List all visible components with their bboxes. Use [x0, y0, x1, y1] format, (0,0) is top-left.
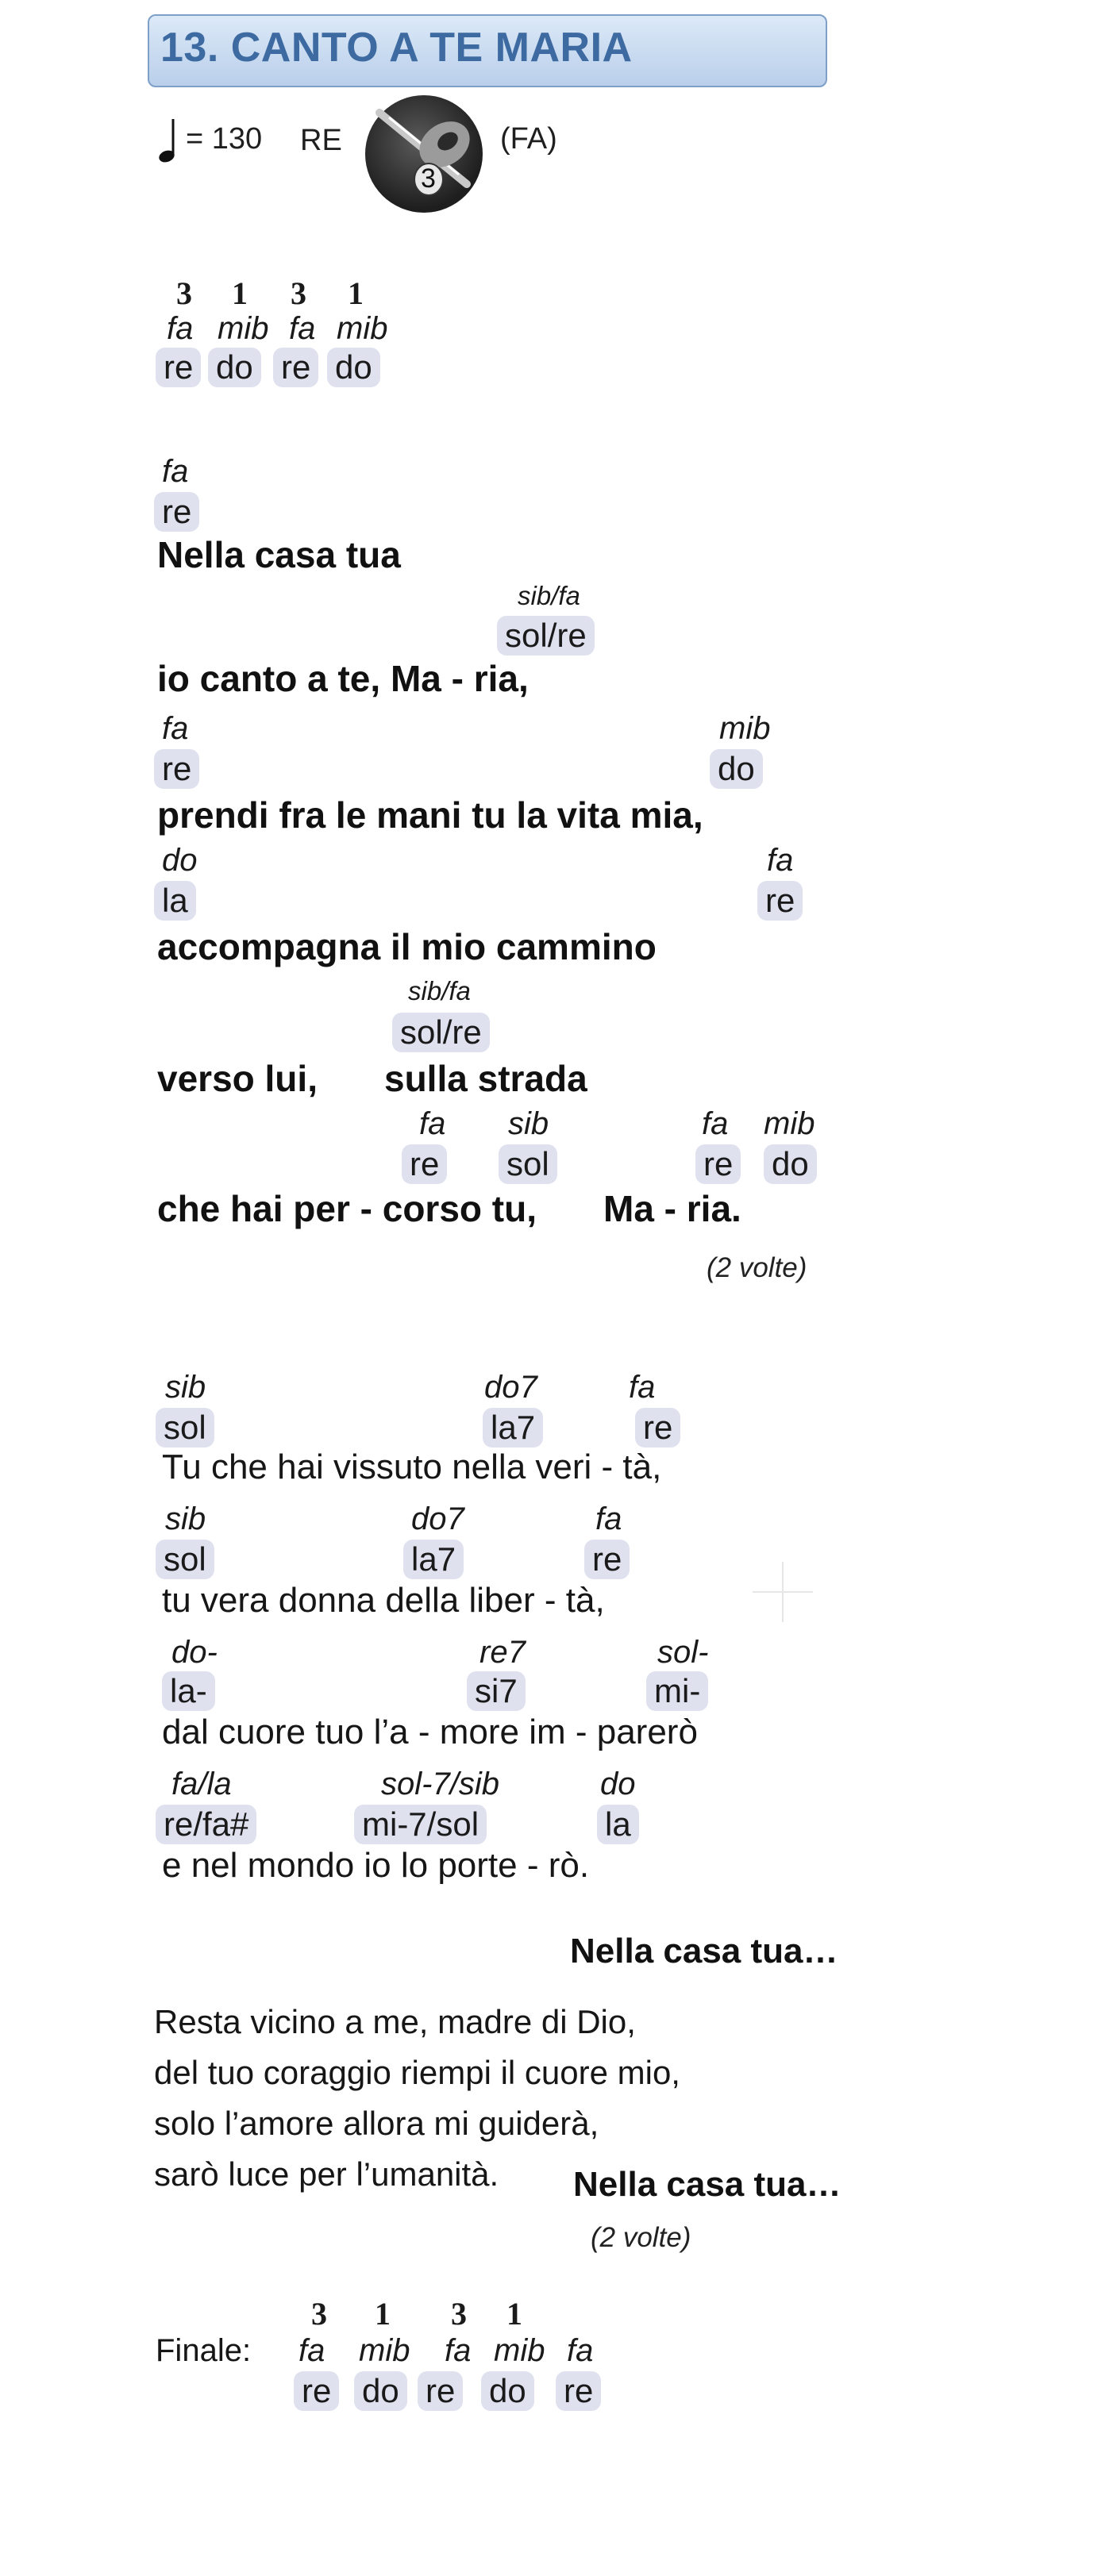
chord: re — [273, 348, 318, 387]
chord: sol/re — [392, 1013, 490, 1052]
capo-badge: 3 — [421, 163, 436, 194]
alt-chord: sol- — [657, 1635, 709, 1670]
alt-chord: fa — [445, 2333, 472, 2368]
chord: re — [695, 1144, 741, 1184]
alt-chord: fa — [289, 311, 316, 346]
chord: re — [154, 492, 199, 532]
lyric-line: verso lui, — [157, 1058, 318, 1099]
alt-chord: fa — [767, 843, 794, 878]
alt-chord: mib — [719, 711, 771, 746]
alt-chord: mib — [494, 2333, 545, 2368]
chord: sol — [156, 1540, 214, 1579]
alt-chord: do- — [171, 1635, 218, 1670]
chord: mi-7/sol — [354, 1805, 487, 1844]
lyric-line: Resta vicino a me, madre di Dio, — [154, 2003, 636, 2040]
lyric-line: io canto a te, Ma - ria, — [157, 658, 529, 699]
lyric-line: Ma - ria. — [603, 1188, 741, 1229]
alt-chord: sib/fa — [408, 976, 471, 1005]
chord: do — [481, 2371, 534, 2411]
repeat-note: (2 volte) — [591, 2222, 691, 2253]
lyric-line: solo l’amore allora mi guiderà, — [154, 2105, 599, 2142]
alt-chord: re7 — [479, 1635, 526, 1670]
alt-chord: do — [162, 843, 198, 878]
alt-chord: do7 — [484, 1370, 537, 1405]
alt-chord: sib — [165, 1501, 206, 1536]
chord: do — [208, 348, 261, 387]
sparkle-mark — [753, 1562, 813, 1622]
chord: re — [294, 2371, 339, 2411]
refrain-cue: Nella casa tua… — [573, 2165, 841, 2204]
alt-chord: fa — [702, 1106, 729, 1141]
chord: la — [597, 1805, 639, 1844]
chord: do — [710, 749, 763, 789]
lyric-line: sulla strada — [384, 1058, 587, 1099]
finger-number: 1 — [506, 2296, 522, 2332]
lyric-line: prendi fra le mani tu la vita mia, — [157, 794, 703, 836]
alt-chord: fa — [162, 711, 189, 746]
chord: mi- — [646, 1671, 708, 1711]
chord: re — [156, 348, 201, 387]
finger-number: 3 — [291, 275, 306, 311]
alt-chord: fa — [167, 311, 194, 346]
chord: re — [402, 1144, 447, 1184]
chord: re — [584, 1540, 630, 1579]
chord: re — [418, 2371, 463, 2411]
finger-number: 1 — [375, 2296, 391, 2332]
alt-chord: mib — [359, 2333, 410, 2368]
chord: la7 — [483, 1408, 543, 1448]
chord: re/fa# — [156, 1805, 256, 1844]
quarter-note-icon — [157, 117, 181, 165]
lyric-line: e nel mondo io lo porte - rò. — [162, 1846, 590, 1885]
chord: la7 — [403, 1540, 464, 1579]
alt-chord: sib/fa — [518, 581, 580, 610]
lyric-line: Tu che hai vissuto nella veri - tà, — [162, 1448, 662, 1486]
lyric-line: accompagna il mio cammino — [157, 926, 657, 967]
alt-chord: fa — [162, 454, 189, 489]
finale-label: Finale: — [156, 2333, 252, 2368]
alt-key-label: (FA) — [500, 122, 557, 156]
chord: si7 — [467, 1671, 526, 1711]
guitar-capo-icon — [365, 95, 483, 213]
refrain-cue: Nella casa tua… — [570, 1932, 838, 1970]
finger-number: 1 — [232, 275, 248, 311]
chord: do — [764, 1144, 817, 1184]
finger-number: 3 — [451, 2296, 467, 2332]
chord: do — [354, 2371, 407, 2411]
chord: re — [154, 749, 199, 789]
key-label: RE — [300, 124, 342, 157]
alt-chord: do — [600, 1767, 636, 1801]
repeat-note: (2 volte) — [707, 1252, 807, 1283]
lyric-line: Nella casa tua — [157, 534, 401, 575]
lyric-line: tu vera donna della liber - tà, — [162, 1581, 605, 1620]
chord: do — [327, 348, 380, 387]
chord: sol — [499, 1144, 557, 1184]
finger-number: 3 — [176, 275, 192, 311]
alt-chord: sol-7/sib — [381, 1767, 499, 1801]
alt-chord: mib — [218, 311, 269, 346]
alt-chord: fa — [419, 1106, 446, 1141]
lyric-line: sarò luce per l’umanità. — [154, 2155, 499, 2193]
alt-chord: fa — [567, 2333, 594, 2368]
alt-chord: fa — [298, 2333, 325, 2368]
lyric-line: che hai per - corso tu, — [157, 1188, 537, 1229]
alt-chord: fa/la — [171, 1767, 232, 1801]
chord: re — [635, 1408, 680, 1448]
alt-chord: sib — [165, 1370, 206, 1405]
chord: la- — [162, 1671, 215, 1711]
chord: re — [556, 2371, 601, 2411]
chord: re — [757, 881, 803, 921]
alt-chord: mib — [337, 311, 388, 346]
finger-number: 3 — [311, 2296, 327, 2332]
alt-chord: sib — [508, 1106, 549, 1141]
alt-chord: mib — [764, 1106, 815, 1141]
alt-chord: do7 — [411, 1501, 464, 1536]
song-title: 13. CANTO A TE MARIA — [160, 25, 633, 71]
alt-chord: fa — [629, 1370, 656, 1405]
alt-chord: fa — [595, 1501, 622, 1536]
chord: sol — [156, 1408, 214, 1448]
lyric-line: del tuo coraggio riempi il cuore mio, — [154, 2054, 680, 2091]
tempo-value: = 130 — [186, 122, 263, 156]
chord: sol/re — [497, 616, 595, 656]
chord: la — [154, 881, 196, 921]
lyric-line: dal cuore tuo l’a - more im - parerò — [162, 1713, 698, 1751]
finger-number: 1 — [348, 275, 364, 311]
